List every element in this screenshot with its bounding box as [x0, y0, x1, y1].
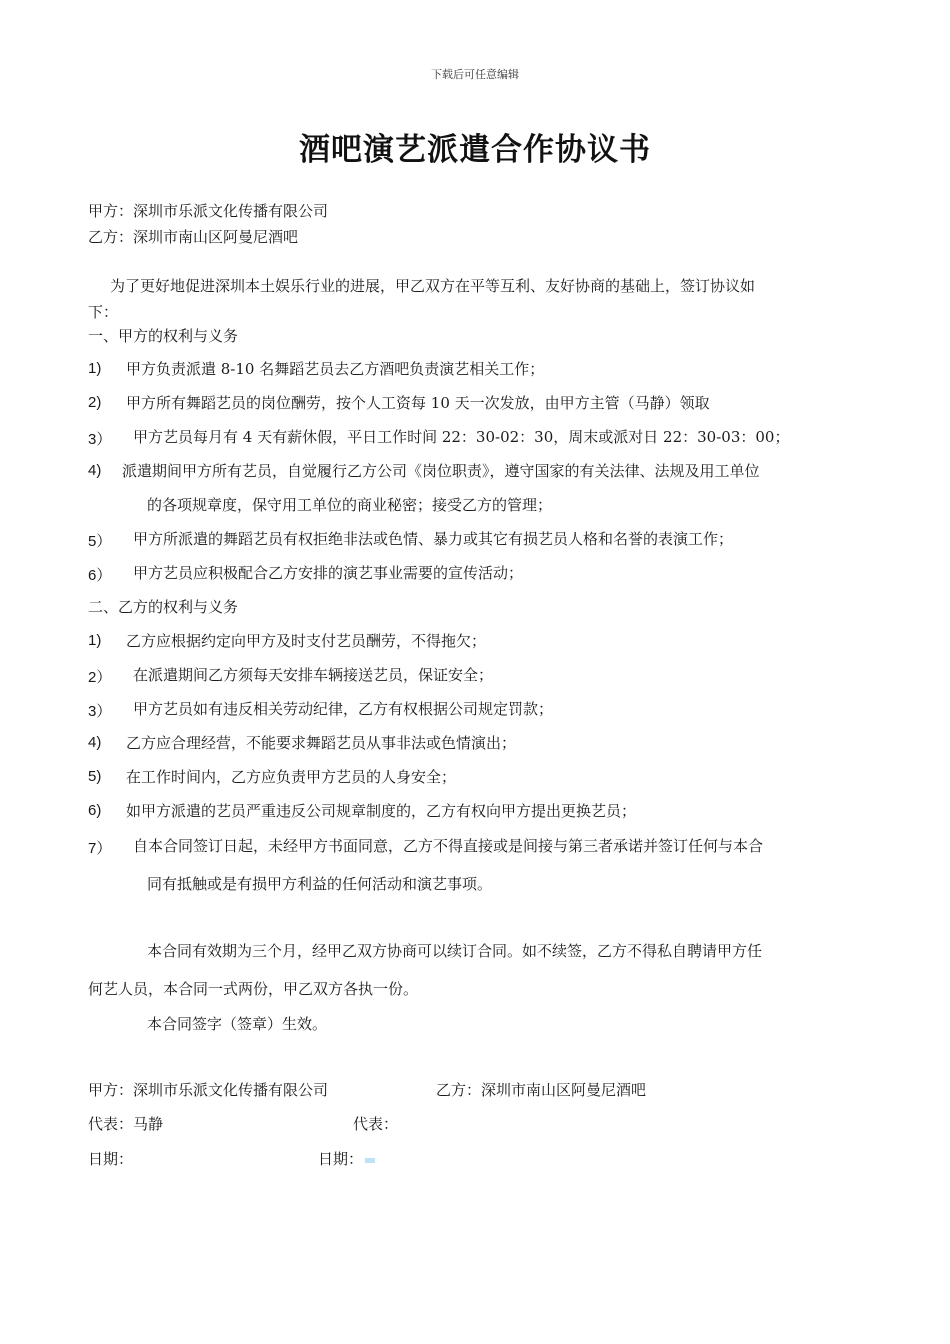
party-b-line: 乙方：深圳市南山区阿曼尼酒吧 [88, 228, 299, 246]
header-note: 下载后可任意编辑 [431, 68, 519, 81]
item-number: 6） [88, 567, 112, 584]
item-text: 如甲方派遣的艺员严重违反公司规章制度的，乙方有权向甲方提出更换艺员； [126, 802, 637, 820]
item-number: 5） [88, 533, 112, 550]
item-text: 甲方所有舞蹈艺员的岗位酬劳，按个人工资每 10 天一次发放，由甲方主管（马静）领取 [126, 394, 710, 412]
item-text: 在派遣期间乙方须每天安排车辆接送艺员，保证安全； [133, 666, 494, 684]
item-text: 自本合同签订日起，未经甲方书面同意，乙方不得直接或是间接与第三者承诺并签订任何与本合 [133, 837, 764, 855]
section-a-heading: 一、甲方的权利与义务 [88, 327, 239, 345]
item-text-continued: 的各项规章度，保守用工单位的商业秘密；接受乙方的管理； [147, 496, 553, 514]
item-text: 甲方艺员如有违反相关劳动纪律，乙方有权根据公司规定罚款； [133, 700, 554, 718]
item-number: 2) [88, 394, 102, 411]
item-number: 7） [88, 840, 112, 857]
validity-line-1: 本合同有效期为三个月，经甲乙双方协商可以续订合同。如不续签，乙方不得私自聘请甲方任 [147, 942, 763, 960]
intro-line-1: 为了更好地促进深圳本土娱乐行业的进展，甲乙双方在平等互利、友好协商的基础上，签订协议如 [110, 277, 756, 295]
party-a-line: 甲方：深圳市乐派文化传播有限公司 [88, 202, 329, 220]
item-number: 3） [88, 431, 112, 448]
date-b: 日期： [318, 1150, 364, 1168]
item-text: 派遣期间甲方所有艺员，自觉履行乙方公司《岗位职责》，遵守国家的有关法律、法规及用工单位 [122, 462, 760, 480]
item-text: 甲方艺员每月有 4 天有薪休假，平日工作时间 22：30-02：30，周末或派对日 22：30-03：00； [133, 428, 790, 446]
item-number: 1) [88, 360, 102, 377]
item-number: 4) [88, 734, 102, 751]
item-text: 乙方应根据约定向甲方及时支付艺员酬劳，不得拖欠； [126, 632, 487, 650]
item-text: 甲方艺员应积极配合乙方安排的演艺事业需要的宣传活动； [133, 564, 524, 582]
representative-a: 代表：马静 [88, 1115, 164, 1133]
date-a: 日期： [88, 1150, 134, 1168]
representative-b: 代表： [353, 1115, 399, 1133]
item-text: 甲方所派遣的舞蹈艺员有权拒绝非法或色情、暴力或其它有损艺员人格和名誉的表演工作； [133, 530, 734, 548]
date-b-wrapper [318, 1149, 375, 1169]
stamp-mark-icon [365, 1158, 375, 1163]
item-number: 6) [88, 802, 102, 819]
signature-party-a: 甲方：深圳市乐派文化传播有限公司 [88, 1081, 329, 1099]
intro-line-2: 下： [88, 303, 119, 321]
item-number: 3） [88, 703, 112, 720]
signature-party-b: 乙方：深圳市南山区阿曼尼酒吧 [436, 1081, 647, 1099]
item-text: 在工作时间内，乙方应负责甲方艺员的人身安全； [126, 768, 457, 786]
validity-line-2: 何艺人员，本合同一式两份，甲乙双方各执一份。 [88, 980, 419, 998]
document-title: 酒吧演艺派遣合作协议书 [299, 132, 651, 168]
item-text: 乙方应合理经营，不能要求舞蹈艺员从事非法或色情演出； [126, 734, 517, 752]
section-b-heading: 二、乙方的权利与义务 [88, 598, 239, 616]
item-number: 4) [88, 462, 102, 479]
item-number: 5) [88, 768, 102, 785]
item-text-continued: 同有抵触或是有损甲方利益的任何活动和演艺事项。 [147, 875, 493, 893]
item-text: 甲方负责派遣 8-10 名舞蹈艺员去乙方酒吧负责演艺相关工作； [126, 360, 545, 378]
validity-line-3: 本合同签字（签章）生效。 [147, 1015, 328, 1033]
item-number: 1) [88, 632, 102, 649]
item-number: 2） [88, 669, 112, 686]
